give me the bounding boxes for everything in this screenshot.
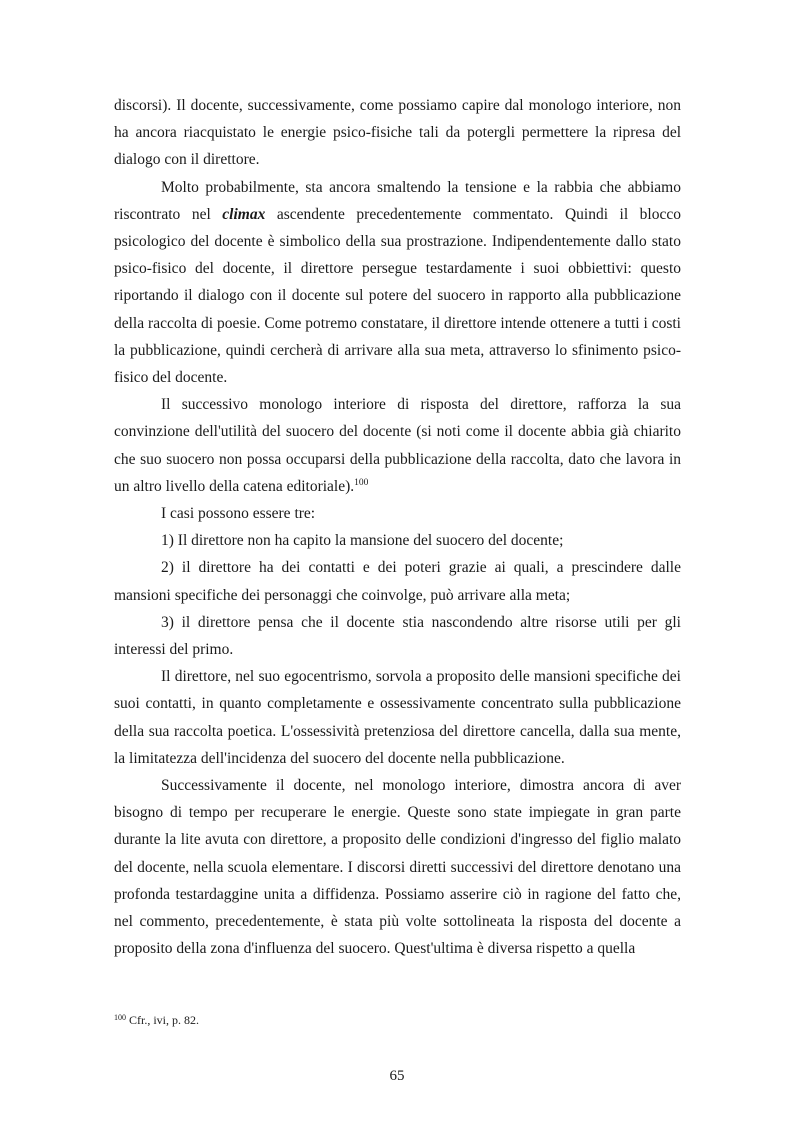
list-item-3: 3) il direttore pensa che il docente stia nascondendo altre risorse utili per gli interessi del primo.	[114, 613, 681, 659]
paragraph-monologo	[114, 391, 681, 500]
paragraph-egocentrismo: Il direttore, nel suo egocentrismo, sorvola a proposito delle mansioni specifiche dei suoi contatti, in quanto completamente e ossessivamente concentrato sulla pubblicazione della sua raccolta poetica. L'ossessività pretenziosa del direttore cancella, dalla sua mente, la limitatezza dell'incidenza del suocero del docente nella pubblicazione.	[114, 668, 681, 767]
footnote-reference[interactable]: 100	[354, 477, 369, 488]
footnote-number: 100	[114, 1013, 126, 1022]
footnote-text: Cfr., ivi, p. 82.	[126, 1013, 200, 1027]
list-item-2: 2) il direttore ha dei contatti e dei poteri grazie ai quali, a prescindere dalle mansioni specifiche dei personaggi che coinvolge, può arrivare alla meta;	[114, 559, 681, 604]
term-climax: climax	[222, 205, 266, 223]
list-item-1: 1) Il direttore non ha capito la mansione del suocero del docente;	[161, 532, 564, 550]
paragraph-climax	[114, 174, 681, 392]
footnote	[114, 1012, 681, 1028]
paragraph-climax-after: ascendente precedentemente commentato. Quindi il blocco psicologico del docente è simbolico della sua prostrazione. Indipendentemente dallo stato psico-fisico del docente, il direttore persegue testardamente i suoi obbiettivi: questo riportando il dialogo con il docente sul potere del suocero in rapporto alla pubblicazione della raccolta di poesie. Come potremo constatare, il direttore intende ottenere a tutti i costi la pubblicazione, quindi cercherà di arrivare alla sua meta, attraverso lo sfinimento psico-fisico del docente.	[114, 205, 681, 387]
paragraph-climax-before: Molto probabilmente, sta ancora smaltendo la tensione e la rabbia che abbiamo riscontrato nel	[114, 178, 681, 223]
body-text	[114, 92, 681, 963]
paragraph-casi: I casi possono essere tre:	[161, 505, 316, 523]
paragraph-successivamente: Successivamente il docente, nel monologo interiore, dimostra ancora di aver bisogno di tempo per recuperare le energie. Queste sono state impiegate in gran parte durante la lite avuta con direttore, a proposito delle condizioni d'ingresso del figlio malato del docente, nella scuola elementare. I discorsi diretti successivi del direttore denotano una profonda testardaggine unita a diffidenza. Possiamo asserire ciò in ragione del fatto che, nel commento, precedentemente, è stata più volte sottolineata la risposta del docente a proposito della zona d'influenza del suocero. Quest'ultima è diversa rispetto a quella	[114, 777, 681, 958]
paragraph-monologo-text: Il successivo monologo interiore di risposta del direttore, rafforza la sua convinzione dell'utilità del suocero del docente (si noti come il docente abbia già chiarito che suo suocero non possa occuparsi della pubblicazione della raccolta, dato che lavora in un altro livello della catena editoriale).	[114, 396, 681, 495]
page-number: 65	[389, 1068, 405, 1084]
paragraph-continuation: discorsi). Il docente, successivamente, come possiamo capire dal monologo interiore, non ha ancora riacquistato le energie psico-fisiche tali da potergli permettere la ripresa del dialogo con il direttore.	[114, 97, 681, 169]
